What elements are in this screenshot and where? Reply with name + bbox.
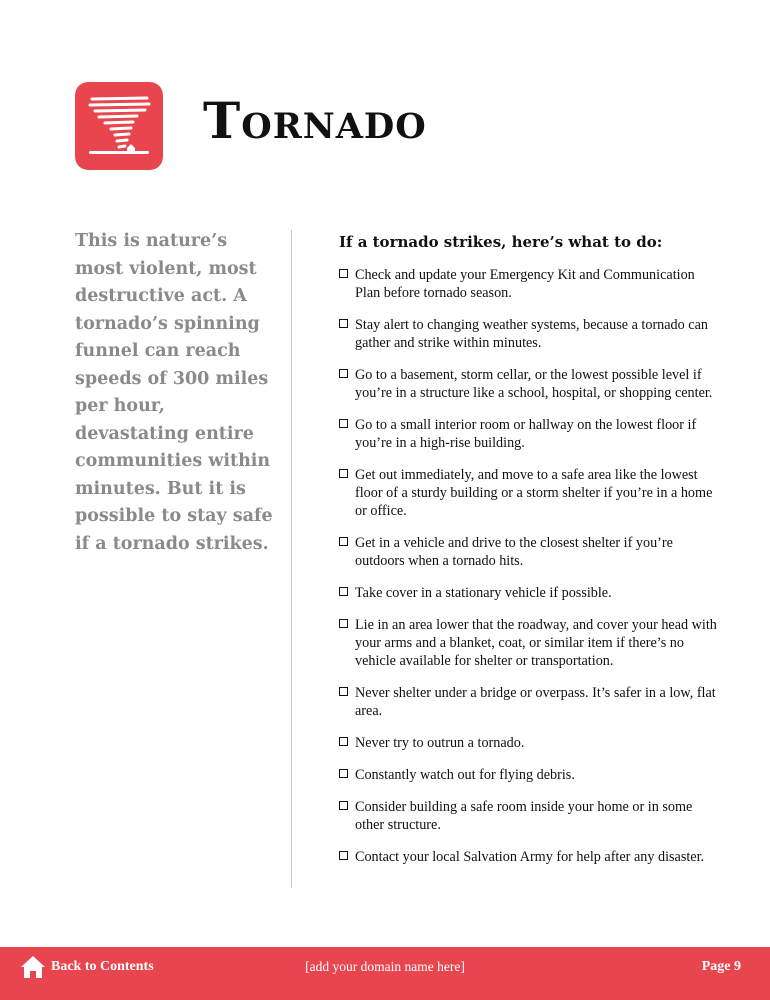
checklist-item	[339, 684, 719, 720]
domain-placeholder: [add your domain name here]	[305, 959, 465, 974]
checklist-item-text: Stay alert to changing weather systems, because a tornado can gather and strike within minutes.	[355, 317, 708, 351]
checklist-item	[339, 616, 719, 670]
checkbox-icon[interactable]	[339, 801, 348, 810]
page-number: Page 9	[701, 959, 741, 974]
intro-text: This is nature’s most violent, most destructive act. A tornado’s spinning funnel can reach speeds of 300 miles per hour, devastating entire communities within minutes. But it is possible to stay safe if a tornado strikes.	[75, 231, 273, 554]
checklist-item	[339, 766, 719, 784]
checklist-item	[339, 366, 719, 402]
checklist-item	[339, 266, 719, 302]
footer-bar	[0, 947, 770, 1000]
checkbox-icon[interactable]	[339, 419, 348, 428]
checklist-item-text: Go to a basement, storm cellar, or the lowest possible level if you’re in a structure like a school, hospital, or shopping center.	[355, 367, 713, 401]
checkbox-icon[interactable]	[339, 587, 348, 596]
checkbox-icon[interactable]	[339, 851, 348, 860]
checklist-item-text: Take cover in a stationary vehicle if possible.	[355, 585, 612, 601]
checkbox-icon[interactable]	[339, 619, 348, 628]
checkbox-icon[interactable]	[339, 737, 348, 746]
checkbox-icon[interactable]	[339, 319, 348, 328]
checklist-item-text: Never shelter under a bridge or overpass. It’s safer in a low, flat area.	[355, 685, 716, 719]
checkbox-icon[interactable]	[339, 469, 348, 478]
checkbox-icon[interactable]	[339, 369, 348, 378]
checklist-item	[339, 534, 719, 570]
checklist-item	[339, 584, 719, 602]
checklist-item-text: Get in a vehicle and drive to the closest shelter if you’re outdoors when a tornado hits.	[355, 535, 673, 569]
checklist-item-text: Contact your local Salvation Army for help after any disaster.	[355, 849, 705, 865]
back-to-contents-link[interactable]: Back to Contents	[51, 959, 154, 974]
checklist-item	[339, 466, 719, 520]
checklist-item	[339, 316, 719, 352]
checklist-item-text: Lie in an area lower that the roadway, and cover your head with your arms and a blanket, coat, or similar item if there’s no vehicle available for shelter or transportation.	[355, 617, 717, 669]
checklist-item	[339, 848, 719, 866]
checklist-item-text: Never try to outrun a tornado.	[355, 735, 525, 751]
checkbox-icon[interactable]	[339, 769, 348, 778]
checklist-item	[339, 416, 719, 452]
checklist-heading: If a tornado strikes, here’s what to do:	[339, 233, 663, 251]
checklist-item-text: Constantly watch out for flying debris.	[355, 767, 575, 783]
checklist-item-text: Get out immediately, and move to a safe area like the lowest floor of a sturdy building or a storm shelter if you’re in a home or office.	[355, 467, 713, 519]
tornado-icon	[75, 82, 163, 170]
checkbox-icon[interactable]	[339, 687, 348, 696]
checklist-item	[339, 798, 719, 834]
checklist-item-text: Go to a small interior room or hallway on the lowest floor if you’re in a high-rise building.	[355, 417, 697, 451]
column-divider	[291, 230, 292, 888]
checklist	[339, 266, 719, 866]
page-title: Tornado	[203, 91, 427, 150]
checklist-item	[339, 734, 719, 752]
checkbox-icon[interactable]	[339, 269, 348, 278]
checklist-item-text: Check and update your Emergency Kit and Communication Plan before tornado season.	[355, 267, 695, 301]
checklist-section	[339, 232, 719, 880]
checklist-item-text: Consider building a safe room inside your home or in some other structure.	[355, 799, 693, 833]
checkbox-icon[interactable]	[339, 537, 348, 546]
